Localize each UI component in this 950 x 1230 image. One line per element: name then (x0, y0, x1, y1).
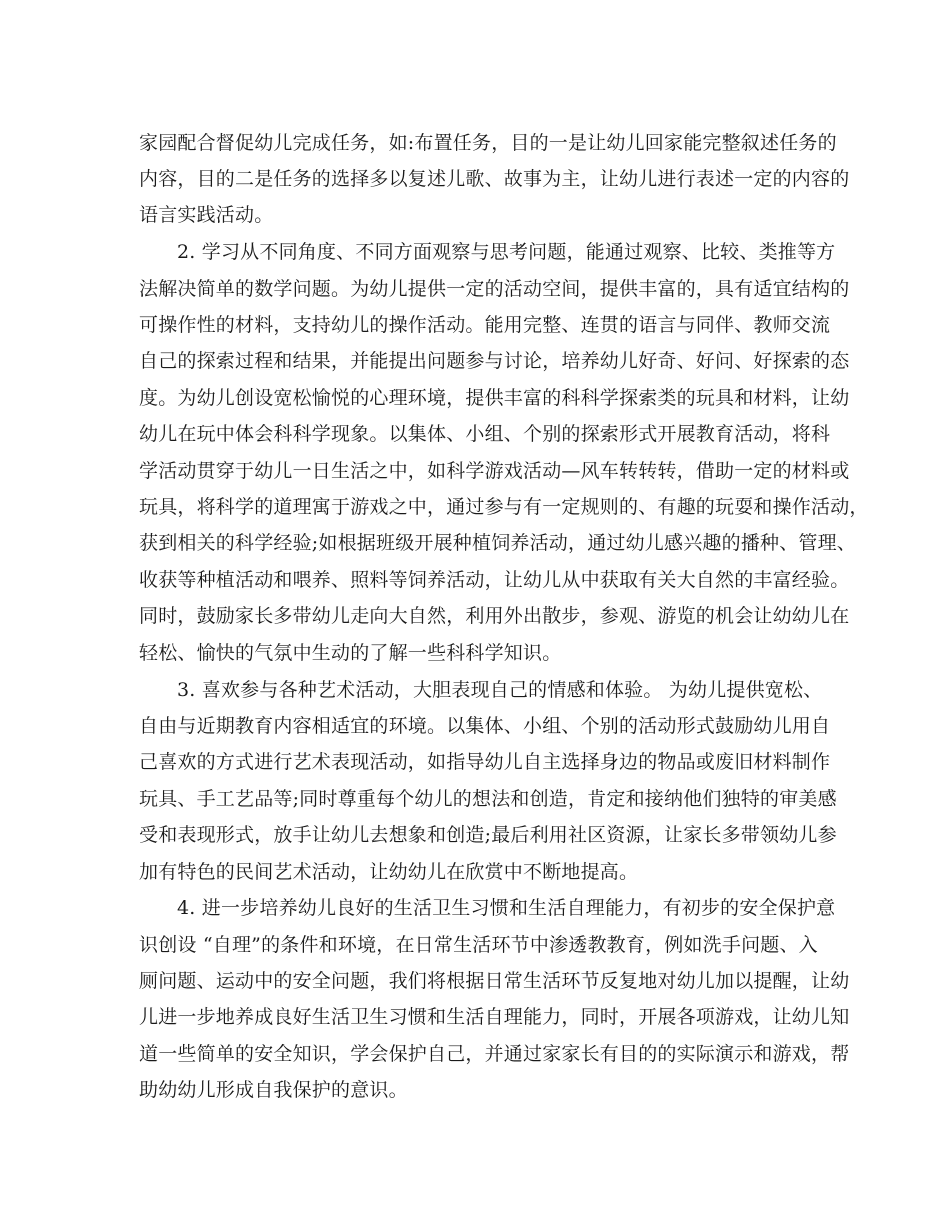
text-line: 受和表现形式，放手让幼儿去想象和创造;最后利用社区资源，让家长多带领幼儿参 (139, 824, 837, 846)
text-line: 获到相关的科学经验;如根据班级开展种植饲养活动，通过幼儿感兴趣的播种、管理、 (139, 532, 857, 554)
text-line: 收获等种植活动和喂养、照料等饲养活动，让幼儿从中获取有关大自然的丰富经验。 (139, 569, 850, 591)
text-line: 己喜欢的方式进行艺术表现活动，如指导幼儿自主选择身边的物品或废旧材料制作 (139, 751, 831, 773)
text-line: 轻松、愉快的气氛中生动的了解一些科科学知识。 (139, 642, 562, 664)
text-line: 玩具、手工艺品等;同时尊重每个幼儿的想法和创造，肯定和接纳他们独特的审美感 (139, 788, 837, 810)
text-line: 识创设 “自理”的条件和环境，在日常生活环节中渗透教教育，例如洗手问题、入 (139, 934, 818, 956)
text-line: 助幼幼儿形成自我保护的意识。 (139, 1079, 408, 1101)
text-line: 语言实践活动。 (139, 204, 274, 226)
text-line: 学活动贯穿于幼儿一日生活之中，如科学游戏活动—风车转转转，借助一定的材料或 (139, 460, 850, 482)
text-line: 法解决简单的数学问题。为幼儿提供一定的活动空间，提供丰富的，具有适宜结构的 (139, 278, 850, 300)
text-line: 度。为幼儿创设宽松愉悦的心理环境，提供丰富的科科学探索类的玩具和材料，让幼 (139, 387, 850, 409)
text-line: 内容，目的二是任务的选择多以复述儿歌、故事为主，让幼儿进行表述一定的内容的 (139, 168, 850, 190)
text-line: 同时，鼓励家长多带幼儿走向大自然，利用外出散步，参观、游览的机会让幼幼儿在 (139, 605, 850, 627)
text-line: 自由与近期教育内容相适宜的环境。以集体、小组、个别的活动形式鼓励幼儿用自 (139, 715, 831, 737)
text-line: 3. 喜欢参与各种艺术活动，大胆表现自己的情感和体验。 为幼儿提供宽松、 (177, 679, 823, 701)
text-line: 厕问题、运动中的安全问题，我们将根据日常生活环节反复地对幼儿加以提醒，让幼 (139, 970, 850, 992)
text-line: 4. 进一步培养幼儿良好的生活卫生习惯和生活自理能力，有初步的安全保护意 (177, 897, 836, 919)
text-line: 玩具，将科学的道理寓于游戏之中，通过参与有一定规则的、有趣的玩耍和操作活动， (139, 496, 869, 518)
text-line: 自己的探索过程和结果，并能提出问题参与讨论，培养幼儿好奇、好问、好探索的态 (139, 350, 850, 372)
text-line: 幼儿在玩中体会科科学现象。以集体、小组、个别的探索形式开展教育活动，将科 (139, 423, 831, 445)
text-line: 家园配合督促幼儿完成任务，如:布置任务，目的一是让幼儿回家能完整叙述任务的 (139, 132, 837, 154)
text-line: 儿进一步地养成良好生活卫生习惯和生活自理能力，同时，开展各项游戏，让幼儿知 (139, 1006, 850, 1028)
text-line: 2. 学习从不同角度、不同方面观察与思考问题，能通过观察、比较、类推等方 (177, 241, 836, 263)
text-line: 道一些简单的安全知识，学会保护自己，并通过家家长有目的的实际演示和游戏，帮 (139, 1043, 850, 1065)
text-line: 可操作性的材料，支持幼儿的操作活动。能用完整、连贯的语言与同伴、教师交流 (139, 314, 831, 336)
text-line: 加有特色的民间艺术活动，让幼幼儿在欣赏中不断地提高。 (139, 861, 639, 883)
